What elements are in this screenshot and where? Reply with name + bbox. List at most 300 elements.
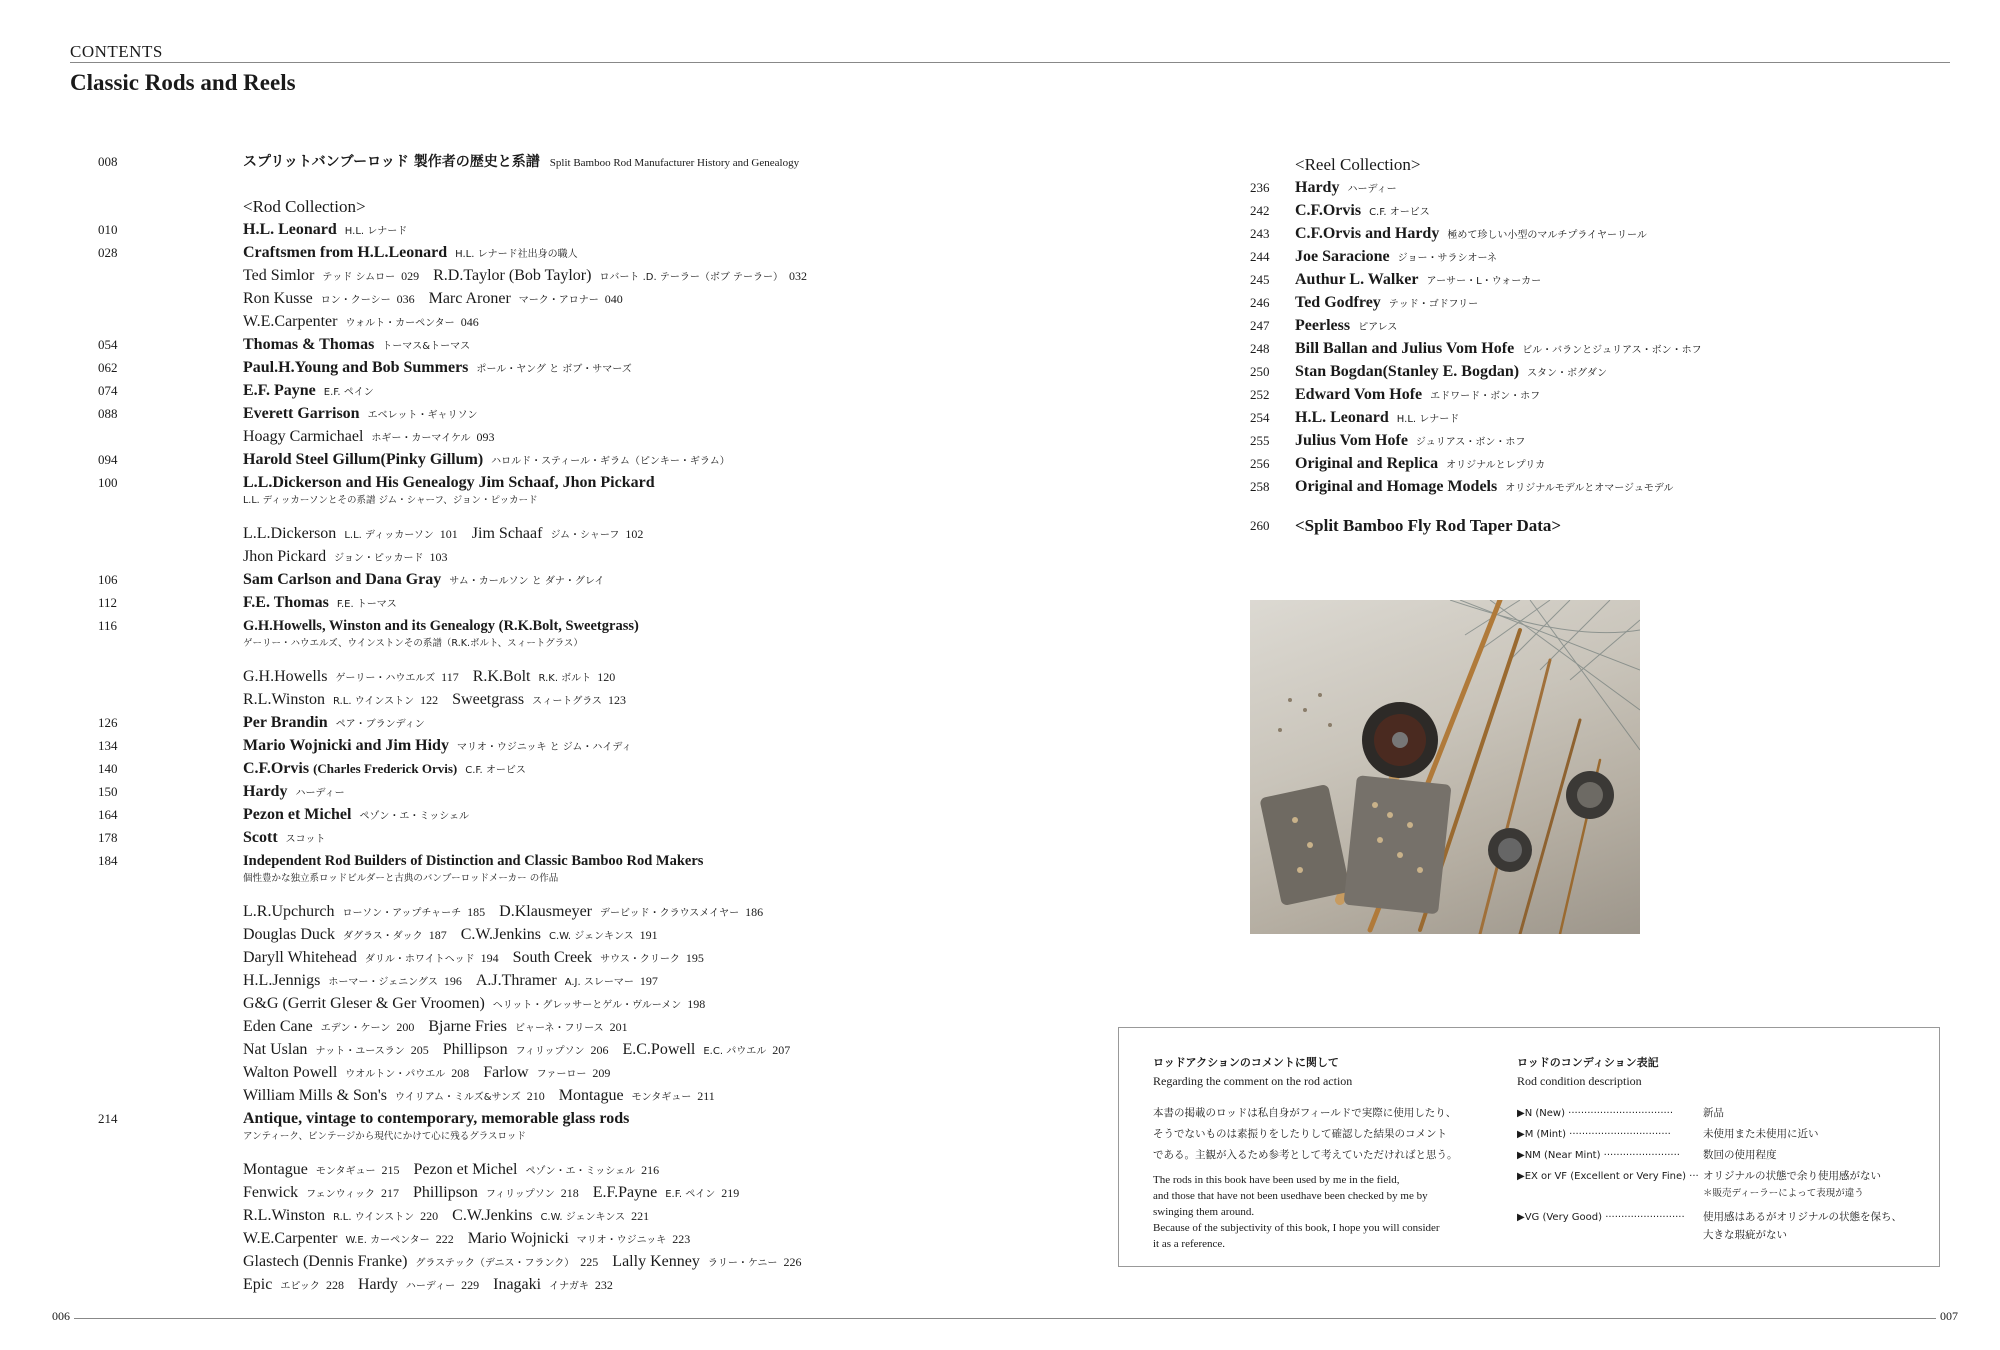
entry-jp: ピアレス	[1358, 322, 1398, 333]
page-number: 046	[460, 315, 479, 329]
page-number: 214	[98, 1111, 118, 1126]
toc-entry[interactable]	[98, 803, 1098, 826]
rod-contents-column	[98, 150, 1098, 1296]
entry-title: Pezon et Michel	[243, 806, 352, 823]
note-body-jp	[1153, 1103, 1513, 1166]
toc-entry[interactable]	[98, 379, 1098, 402]
toc-entry[interactable]	[1250, 429, 1900, 452]
page-number: 256	[1250, 456, 1270, 471]
entry-title: Bill Ballan and Julius Vom Hofe	[1295, 340, 1515, 357]
page-number: 243	[1250, 226, 1270, 241]
maker-jp: ゲーリー・ハウエルズ	[335, 673, 436, 684]
toc-subentry[interactable]	[198, 1250, 1098, 1273]
entry-jp: H.L. レナード社出身の職人	[455, 249, 578, 260]
toc-entry[interactable]	[1250, 176, 1900, 199]
entry-title: H.L. Leonard	[243, 221, 337, 238]
maker-name: L.L.Dickerson	[243, 525, 337, 542]
toc-subentry[interactable]	[198, 1181, 1098, 1204]
entry-jp: C.F. オービス	[465, 765, 526, 776]
condition-row	[1517, 1145, 1917, 1166]
entry-jp: スタン・ボグダン	[1527, 368, 1607, 379]
note-line: The rods in this book have been used by me in the field,	[1153, 1174, 1400, 1186]
toc-entry[interactable]	[98, 241, 1098, 264]
entry-jp: エドワード・ボン・ホフ	[1430, 391, 1541, 402]
entry-title: Original and Homage Models	[1295, 478, 1498, 495]
page-number: 117	[441, 670, 459, 684]
page-number: 187	[428, 928, 447, 942]
maker-name: Sweetgrass	[452, 691, 525, 708]
entry-title: Joe Saracione	[1295, 248, 1390, 265]
toc-entry[interactable]	[98, 734, 1098, 757]
page-number: 252	[1250, 387, 1270, 402]
note-line: Because of the subjectivity of this book, I hope you will consider	[1153, 1222, 1440, 1234]
toc-entry[interactable]	[98, 1107, 1098, 1130]
maker-jp: イナガキ	[549, 1281, 589, 1292]
page-number: 245	[1250, 272, 1270, 287]
page-number: 074	[98, 383, 118, 398]
maker-name: Nat Uslan	[243, 1041, 308, 1058]
toc-entry[interactable]	[1250, 314, 1900, 337]
maker-name: D.Klausmeyer	[499, 903, 592, 920]
toc-subentry[interactable]	[198, 264, 1098, 287]
note-line: and those that have not been usedhave been checked by me by	[1153, 1190, 1428, 1202]
entry-title: F.E. Thomas	[243, 594, 329, 611]
maker-name: W.E.Carpenter	[243, 1230, 338, 1247]
maker-name: Glastech (Dennis Franke)	[243, 1253, 408, 1270]
maker-jp: ダリル・ホワイトヘッド	[364, 954, 475, 965]
toc-subentry[interactable]	[198, 1227, 1098, 1250]
maker-jp: L.L. ディッカーソン	[344, 530, 434, 541]
toc-subentry[interactable]	[198, 1061, 1098, 1084]
maker-jp: ハーディー	[405, 1281, 456, 1292]
page-number: 242	[1250, 203, 1270, 218]
maker-name: H.L.Jennigs	[243, 972, 321, 989]
maker-name: A.J.Thramer	[475, 972, 557, 989]
toc-entry[interactable]	[1250, 222, 1900, 245]
page-number: 164	[98, 807, 118, 822]
condition-key: ▶M (Mint) ································	[1517, 1129, 1671, 1140]
page-number: 215	[381, 1163, 400, 1177]
toc-entry[interactable]	[1250, 514, 1900, 537]
maker-jp: C.W. ジェンキンス	[549, 931, 634, 942]
maker-jp: ウオルトン・パウエル	[345, 1069, 446, 1080]
toc-entry[interactable]	[98, 356, 1098, 379]
maker-name: C.W.Jenkins	[452, 1207, 533, 1224]
maker-jp: ホーマー・ジェニングス	[328, 977, 438, 988]
page-number: 197	[639, 974, 658, 988]
toc-subentry[interactable]	[198, 1158, 1098, 1181]
maker-name: Douglas Duck	[243, 926, 335, 943]
page-number: 103	[429, 550, 448, 564]
entry-title: G.H.Howells, Winston and its Genealogy (R.K.Bolt, Sweetgrass)	[243, 618, 639, 634]
condition-value: 未使用また未使用に近い	[1703, 1128, 1819, 1140]
entry-title: Hardy	[1295, 179, 1340, 196]
entry-title: Hardy	[243, 783, 288, 800]
maker-name: Epic	[243, 1276, 273, 1293]
page-number: 010	[98, 222, 118, 237]
entry-title: Paul.H.Young and Bob Summers	[243, 359, 469, 376]
toc-entry[interactable]	[1250, 245, 1900, 268]
toc-subentry[interactable]	[198, 992, 1098, 1015]
note-body-en	[1153, 1172, 1513, 1252]
entry-title: Independent Rod Builders of Distinction and Classic Bamboo Rod Makers	[243, 853, 704, 869]
toc-entry[interactable]	[98, 614, 1098, 637]
toc-entry[interactable]	[98, 826, 1098, 849]
maker-jp: デービッド・クラウスメイヤー	[600, 908, 740, 919]
maker-name: Hoagy Carmichael	[243, 428, 364, 445]
entry-jp: E.F. ペイン	[323, 387, 374, 398]
page-number: 223	[672, 1232, 691, 1246]
entry-jp: H.L. レナード	[344, 226, 408, 237]
page-number: 102	[625, 527, 644, 541]
page-title: Classic Rods and Reels	[70, 70, 296, 95]
entry-jp: L.L. ディッカーソンとその系譜 ジム・シャーフ、ジョン・ピッカード	[243, 495, 538, 506]
page-number: 220	[420, 1209, 439, 1223]
entry-title: Mario Wojnicki and Jim Hidy	[243, 737, 449, 754]
rod-condition-note	[1517, 1054, 1917, 1242]
entry-jp: オリジナルモデルとオマージュモデル	[1505, 483, 1674, 494]
entry-jp: エベレット・ギャリソン	[367, 410, 478, 421]
page-number: 236	[1250, 180, 1270, 195]
section-label: CONTENTS	[70, 42, 163, 61]
entry-title: C.F.Orvis and Hardy	[1295, 225, 1440, 242]
maker-jp: ペゾン・エ・ミッシェル	[525, 1166, 636, 1177]
page-number: 195	[685, 951, 704, 965]
entry-jp: ペゾン・エ・ミッシェル	[359, 811, 470, 822]
maker-name: Montague	[558, 1087, 624, 1104]
entry-jp: 極めて珍しい小型のマルチプライヤーリール	[1447, 230, 1647, 241]
toc-entry[interactable]	[98, 757, 1098, 780]
page-number: 208	[451, 1066, 470, 1080]
toc-entry[interactable]	[98, 448, 1098, 471]
page-number-left: 006	[48, 1309, 74, 1324]
toc-subentry[interactable]	[198, 969, 1098, 992]
entry-jp: ジュリアス・ボン・ホフ	[1415, 437, 1526, 448]
note-line: である。主観が入るため参考として考えていただければと思う。	[1153, 1149, 1458, 1161]
footer-rule	[70, 1318, 1950, 1319]
maker-jp: R.L. ウインストン	[333, 1212, 415, 1223]
page-number: 217	[381, 1186, 400, 1200]
toc-subentry[interactable]	[198, 946, 1098, 969]
page-number: 106	[98, 572, 118, 587]
entry-jp: ジョー・サラシオーネ	[1397, 253, 1497, 264]
page-number: 191	[639, 928, 658, 942]
toc-entry[interactable]	[1250, 337, 1900, 360]
toc-subentry[interactable]	[198, 1084, 1098, 1107]
entry-title: Authur L. Walker	[1295, 271, 1419, 288]
entry-jp: サム・カールソン と ダナ・グレイ	[449, 576, 605, 587]
entry-title: E.F. Payne	[243, 382, 316, 399]
toc-entry[interactable]	[98, 471, 1098, 494]
maker-jp: ヘリット・グレッサーとゲル・ヴルーメン	[492, 1000, 682, 1011]
toc-entry[interactable]	[1250, 291, 1900, 314]
note-line: そうでないものは素振りをしたりして確認した結果のコメント	[1153, 1128, 1447, 1140]
toc-subentry[interactable]	[198, 688, 1098, 711]
condition-value-cont: 大きな瑕疵がない	[1703, 1229, 1787, 1241]
note-title-en: Regarding the comment on the rod action	[1153, 1074, 1353, 1088]
note-title: ロッドのコンディション表記	[1517, 1056, 1659, 1069]
entry-title-extra: (Charles Frederick Orvis)	[313, 761, 458, 776]
entry-jp: ハーディー	[295, 788, 345, 799]
maker-name: Pezon et Michel	[413, 1161, 518, 1178]
maker-jp: モンタギュー	[315, 1166, 376, 1177]
page-number-right: 007	[1936, 1309, 1962, 1324]
entry-jp: ポール・ヤング と ボブ・サマーズ	[476, 364, 632, 375]
toc-subentry[interactable]	[198, 425, 1098, 448]
toc-subentry[interactable]	[198, 1038, 1098, 1061]
page-number: 008	[98, 154, 118, 169]
toc-entry[interactable]	[98, 780, 1098, 803]
rod-action-note	[1153, 1054, 1513, 1252]
entry-jp: スコット	[285, 834, 326, 845]
toc-subentry[interactable]	[198, 287, 1098, 310]
condition-key: ▶NM (Near Mint) ························	[1517, 1150, 1680, 1161]
page-number: 198	[687, 997, 706, 1011]
maker-jp: マーク・アロナー	[518, 295, 599, 306]
maker-jp: エピック	[280, 1281, 320, 1292]
maker-jp: C.W. ジェンキンス	[540, 1212, 626, 1223]
entry-subtitle: Split Bamboo Rod Manufacturer History and Genealogy	[549, 157, 800, 169]
page-number: 260	[1250, 518, 1270, 533]
toc-entry[interactable]	[98, 568, 1098, 591]
entry-jp: マリオ・ウジニッキ と ジム・ハイディ	[456, 742, 632, 753]
toc-subentry[interactable]	[198, 665, 1098, 688]
toc-entry[interactable]	[98, 150, 1098, 173]
entry-title: Scott	[243, 829, 278, 846]
entry-title: スプリットバンブーロッド 製作者の歴史と系譜	[243, 154, 540, 170]
maker-jp: ラリー・ケニー	[707, 1258, 778, 1269]
page-number: 094	[98, 452, 118, 467]
maker-jp: ウォルト・カーペンター	[345, 318, 455, 329]
page-number: 140	[98, 761, 118, 776]
page-number: 112	[98, 595, 118, 610]
maker-name: Bjarne Fries	[428, 1018, 508, 1035]
maker-name: Phillipson	[413, 1184, 478, 1201]
page-number: 093	[476, 430, 495, 444]
page-number: 247	[1250, 318, 1270, 333]
note-line: 本書の掲載のロッドは私自身がフィールドで実際に使用したり、	[1153, 1107, 1457, 1119]
maker-name: Daryll Whitehead	[243, 949, 357, 966]
entry-jp: ハーディー	[1347, 184, 1397, 195]
page-number: 194	[480, 951, 499, 965]
entry-jp: ゲーリー・ハウエルズ、ウインストンその系譜（R.K.ボルト、スィートグラス）	[243, 638, 583, 649]
toc-entry[interactable]	[1250, 383, 1900, 406]
page-number: 222	[435, 1232, 454, 1246]
condition-row	[1517, 1207, 1917, 1228]
maker-name: Inagaki	[493, 1276, 542, 1293]
toc-subentry[interactable]	[198, 1204, 1098, 1227]
page-number: 186	[745, 905, 764, 919]
entry-title: H.L. Leonard	[1295, 409, 1389, 426]
maker-name: Jhon Pickard	[243, 548, 327, 565]
entry-jp: ハロルド・スティール・ギラム（ピンキー・ギラム）	[491, 456, 730, 467]
entry-jp: C.F. オービス	[1369, 207, 1430, 218]
page-number: 207	[772, 1043, 791, 1057]
maker-jp: マリオ・ウジニッキ	[576, 1235, 667, 1246]
toc-entry[interactable]	[1250, 199, 1900, 222]
toc-subentry[interactable]	[198, 1273, 1098, 1296]
page-number: 116	[98, 618, 118, 633]
page-number: 120	[597, 670, 616, 684]
condition-value: 新品	[1703, 1107, 1724, 1119]
maker-jp: ビャーネ・フリース	[515, 1023, 604, 1034]
page-number: 032	[789, 269, 808, 283]
toc-entry[interactable]	[1250, 268, 1900, 291]
entry-title: C.F.Orvis	[1295, 202, 1362, 219]
entry-jp: ペア・ブランディン	[335, 719, 425, 730]
condition-key: ▶EX or VF (Excellent or Very Fine) ···	[1517, 1171, 1699, 1182]
maker-jp: ウイリアム・ミルズ&サンズ	[395, 1092, 521, 1103]
page-number: 134	[98, 738, 118, 753]
maker-jp: モンタギュー	[631, 1092, 692, 1103]
page-number: 028	[98, 245, 118, 260]
maker-jp: ジョン・ピッカード	[334, 553, 424, 564]
page-number: 196	[443, 974, 462, 988]
toc-subentry[interactable]	[198, 900, 1098, 923]
maker-name: Jim Schaaf	[471, 525, 543, 542]
page-number: 126	[98, 715, 118, 730]
maker-jp: ホギー・カーマイケル	[371, 433, 471, 444]
page-number: 250	[1250, 364, 1270, 379]
maker-name: Marc Aroner	[428, 290, 511, 307]
maker-jp: テッド シムロー	[322, 272, 396, 283]
page-number: 054	[98, 337, 118, 352]
maker-name: Mario Wojnicki	[467, 1230, 569, 1247]
maker-name: Phillipson	[442, 1041, 508, 1058]
rod-collection-heading: <Rod Collection>	[243, 197, 366, 216]
toc-subentry[interactable]	[198, 545, 1098, 568]
taper-data-heading: <Split Bamboo Fly Rod Taper Data>	[1295, 516, 1562, 535]
page-number: 254	[1250, 410, 1270, 425]
toc-entry[interactable]	[98, 218, 1098, 241]
maker-jp: ロバート .D. テーラー（ボブ テーラー）	[599, 272, 784, 283]
page-number: 246	[1250, 295, 1270, 310]
entry-title: Craftsmen from H.L.Leonard	[243, 244, 448, 261]
page-number: 232	[594, 1278, 613, 1292]
entry-jp: テッド・ゴドフリー	[1388, 299, 1479, 310]
entry-title: Stan Bogdan(Stanley E. Bogdan)	[1295, 363, 1520, 380]
note-line: swinging them around.	[1153, 1206, 1255, 1218]
page-number: 226	[783, 1255, 802, 1269]
toc-entry[interactable]	[98, 402, 1098, 425]
entry-title: Everett Garrison	[243, 405, 360, 422]
toc-subentry[interactable]	[198, 1015, 1098, 1038]
maker-name: G&G (Gerrit Gleser & Ger Vroomen)	[243, 995, 485, 1012]
page-number: 100	[98, 475, 118, 490]
entry-title: Peerless	[1295, 317, 1351, 334]
maker-name: E.C.Powell	[622, 1041, 696, 1058]
maker-jp: W.E. カーペンター	[345, 1235, 430, 1246]
toc-subentry[interactable]	[198, 310, 1098, 333]
page-number: 200	[396, 1020, 415, 1034]
maker-jp: R.K. ボルト	[538, 673, 592, 684]
entry-title: C.F.Orvis	[243, 760, 310, 777]
page-number: 244	[1250, 249, 1270, 264]
entry-title: Sam Carlson and Dana Gray	[243, 571, 442, 588]
maker-name: R.L.Winston	[243, 691, 326, 708]
maker-name: W.E.Carpenter	[243, 313, 338, 330]
maker-jp: R.L. ウインストン	[333, 696, 415, 707]
page-number: 221	[631, 1209, 650, 1223]
maker-jp: ロン・クーシー	[320, 295, 391, 306]
maker-name: L.R.Upchurch	[243, 903, 335, 920]
maker-jp: E.F. ペイン	[665, 1189, 716, 1200]
entry-title: Ted Godfrey	[1295, 294, 1381, 311]
entry-title: Harold Steel Gillum(Pinky Gillum)	[243, 451, 484, 468]
maker-jp: サウス・クリーク	[600, 954, 680, 965]
maker-jp: フィリップソン	[515, 1046, 585, 1057]
note-line: it as a reference.	[1153, 1238, 1226, 1250]
maker-name: Walton Powell	[243, 1064, 338, 1081]
entry-jp: H.L. レナード	[1396, 414, 1460, 425]
entry-jp: ビル・バランとジュリアス・ボン・ホフ	[1522, 345, 1702, 356]
page-number: 248	[1250, 341, 1270, 356]
toc-entry[interactable]	[98, 849, 1098, 872]
maker-name: Lally Kenney	[612, 1253, 700, 1270]
photo-illustration	[1250, 600, 1640, 934]
condition-value: 使用感はあるがオリジナルの状態を保ち、	[1703, 1211, 1902, 1223]
maker-jp: ダグラス・ダック	[342, 931, 423, 942]
toc-subentry[interactable]	[198, 522, 1098, 545]
maker-jp: E.C. パウエル	[703, 1046, 767, 1057]
page-number: 219	[721, 1186, 740, 1200]
page-number: 229	[461, 1278, 480, 1292]
entry-jp: トーマス&トーマス	[382, 341, 471, 352]
toc-entry[interactable]	[1250, 406, 1900, 429]
page-number: 101	[439, 527, 458, 541]
maker-name: William Mills & Son's	[243, 1087, 388, 1104]
page-number: 150	[98, 784, 118, 799]
toc-entry[interactable]	[1250, 360, 1900, 383]
page-number: 258	[1250, 479, 1270, 494]
condition-note: ＊販売ディーラーによって表現が違う	[1703, 1188, 1864, 1199]
maker-jp: グラステック（デニス・フランク）	[415, 1258, 575, 1269]
page-number: 205	[410, 1043, 429, 1057]
page-number: 184	[98, 853, 118, 868]
reel-contents-column	[1250, 153, 1900, 537]
maker-name: C.W.Jenkins	[460, 926, 541, 943]
toc-entry[interactable]	[1250, 475, 1900, 498]
condition-row	[1517, 1124, 1917, 1145]
rods-and-reels-photo	[1250, 600, 1640, 934]
page-number: 201	[609, 1020, 628, 1034]
entry-jp: 個性豊かな独立系ロッドビルダーと古典のバンブーロッドメーカー の作品	[243, 873, 559, 884]
maker-jp: A.J. スレーマー	[564, 977, 634, 988]
header-rule	[70, 62, 1950, 63]
condition-value: 数回の使用程度	[1703, 1149, 1777, 1161]
page-number: 209	[592, 1066, 611, 1080]
maker-name: Fenwick	[243, 1184, 299, 1201]
maker-name: E.F.Payne	[592, 1184, 658, 1201]
toc-entry[interactable]	[98, 591, 1098, 614]
page-number: 210	[526, 1089, 545, 1103]
page-number: 088	[98, 406, 118, 421]
maker-jp: フェンウィック	[306, 1189, 376, 1200]
entry-jp: オリジナルとレプリカ	[1446, 460, 1546, 471]
page-number: 206	[590, 1043, 609, 1057]
condition-row	[1517, 1103, 1917, 1124]
toc-subentry[interactable]	[198, 923, 1098, 946]
toc-entry[interactable]	[1250, 452, 1900, 475]
toc-entry[interactable]	[98, 711, 1098, 734]
page-number: 225	[580, 1255, 599, 1269]
maker-jp: ファーロー	[536, 1069, 587, 1080]
page-number: 185	[467, 905, 486, 919]
maker-name: South Creek	[512, 949, 593, 966]
page-number: 040	[604, 292, 623, 306]
toc-entry[interactable]	[98, 333, 1098, 356]
maker-name: Farlow	[483, 1064, 529, 1081]
